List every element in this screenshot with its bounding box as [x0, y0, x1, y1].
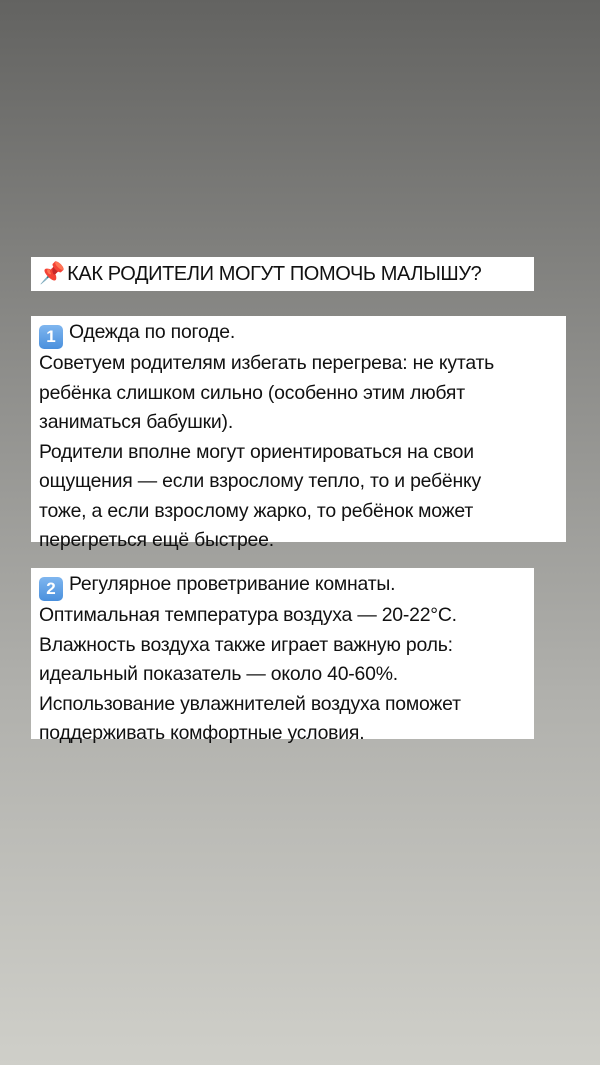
card-text-line: перегреться ещё быстрее. — [39, 529, 274, 551]
card-text-line: Оптимальная температура воздуха — 20-22°C. — [39, 604, 457, 626]
card-text-line: ребёнка слишком сильно (особенно этим любят — [39, 381, 465, 404]
tip-card-ventilation — [31, 568, 534, 744]
card-text-line: тоже, а если взрослому жарко, то ребёнок может — [39, 499, 474, 522]
card-heading: Регулярное проветривание комнаты. — [69, 573, 396, 595]
tip-card-clothing — [31, 316, 566, 551]
keycap-two-icon: 2 — [39, 577, 63, 601]
card-text-line: Влажность воздуха также играет важную роль: — [39, 633, 453, 656]
card-text-line: Советуем родителям избегать перегрева: не кутать — [39, 352, 495, 374]
card-text-line: ощущения — если взрослому тепло, то и ребёнку — [39, 470, 482, 492]
card-heading-line — [39, 570, 528, 601]
card-heading: Одежда по погоде. — [69, 321, 236, 343]
card-text-line: Родители вполне могут ориентироваться на свои — [39, 440, 474, 463]
keycap-one-icon: 1 — [39, 325, 63, 349]
title-box — [31, 257, 534, 291]
title-text: КАК РОДИТЕЛИ МОГУТ ПОМОЧЬ МАЛЫШУ? — [67, 262, 482, 285]
card-heading-line — [39, 318, 560, 349]
card-text-line: идеальный показатель — около 40-60%. — [39, 663, 398, 685]
card-text-line: поддерживать комфортные условия. — [39, 722, 365, 744]
pushpin-icon: 📌 — [39, 261, 66, 285]
card-text-line: заниматься бабушки). — [39, 411, 234, 433]
card-text-line: Использование увлажнителей воздуха поможет — [39, 692, 461, 715]
